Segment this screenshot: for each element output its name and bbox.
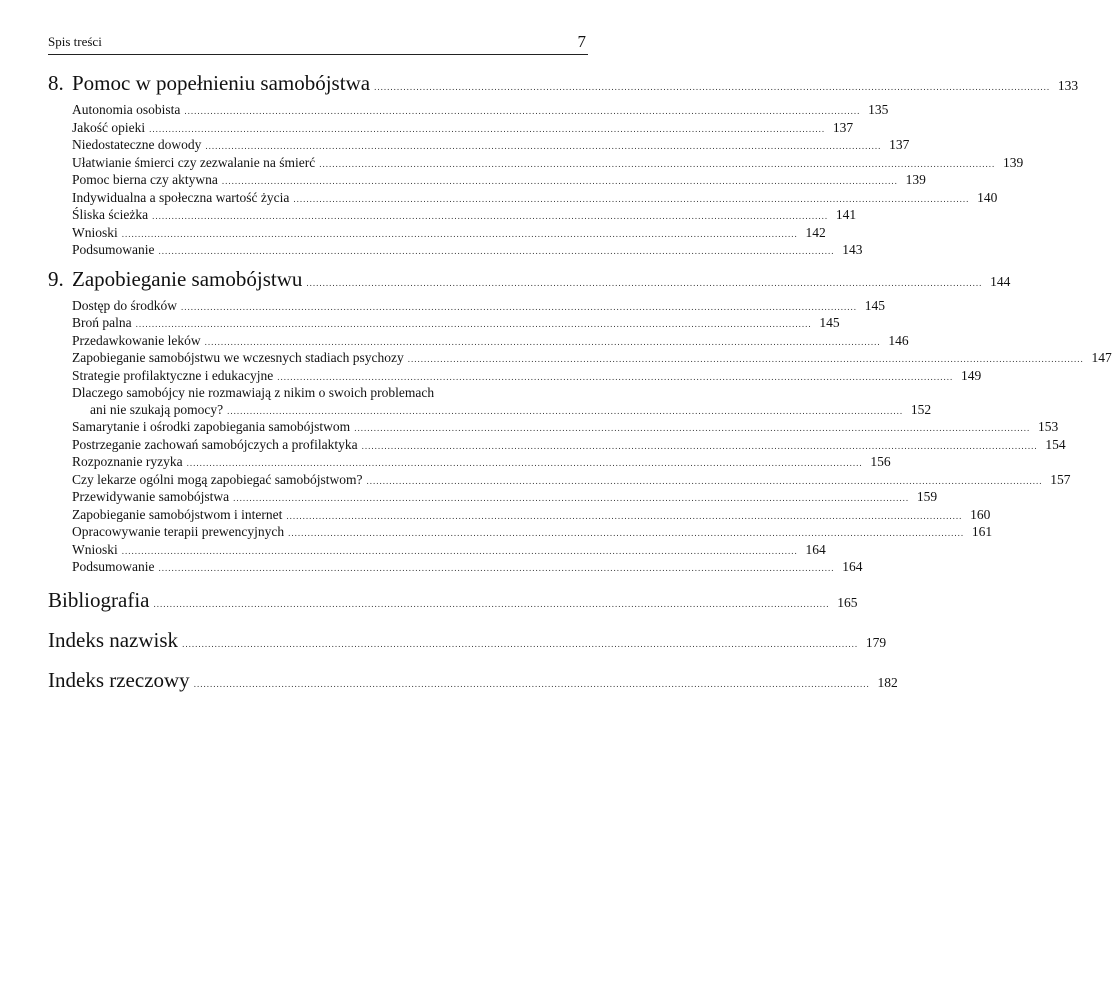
toc-chapter-9 [48,266,1011,296]
toc-subject-index [48,667,898,697]
entry-title: Przedawkowanie leków [72,332,201,348]
toc-entry [72,524,993,542]
entry-title: Podsumowanie [72,559,155,574]
entry-title: Rozpoznanie ryzyka [72,454,183,469]
entry-page-number: 145 [819,315,840,330]
chapter-page-number: 144 [990,273,1011,289]
dot-leader [227,403,903,420]
toc-entry [72,436,1066,455]
chapter-page-number: 133 [1057,78,1079,93]
toc-chapter-8 [48,70,1079,100]
part-title: Bibliografia [48,587,150,612]
toc-entry [72,541,826,560]
dot-leader [222,173,898,190]
dot-leader [153,591,829,617]
dot-leader [122,226,798,243]
entry-title: Strategie profilaktyczne i edukacyjne [72,367,274,383]
dot-leader [408,351,1084,368]
entry-title: Śliska ścieżka [72,207,149,222]
running-head-title: Spis treści [48,34,102,49]
dot-leader [159,243,835,260]
dot-leader [205,334,881,351]
toc-entry [72,137,910,155]
entry-title: Wnioski [72,224,118,240]
dot-leader [149,121,825,138]
entry-page-number: 142 [805,224,826,240]
toc-entry [72,471,1071,490]
dot-leader [159,560,835,577]
entry-page-number: 152 [910,401,932,417]
entry-title: Niedostateczne dowody [72,137,202,152]
table-of-contents [48,70,1112,697]
entry-title: Indywidualna a społeczna wartość życia [72,189,290,205]
entry-title: Zapobieganie samobójstwom i internet [72,506,283,522]
entry-page-number: 146 [888,332,909,348]
entry-page-number: 160 [970,506,991,522]
toc-entry [72,559,863,577]
toc-entry [72,454,891,472]
dot-leader [362,438,1038,455]
toc-entry [72,297,885,316]
entry-title: Broń palna [72,315,132,330]
entry-title: Autonomia osobista [72,102,181,117]
dot-leader [184,103,860,120]
entry-page-number: 164 [805,541,826,557]
part-page-number: 179 [865,634,887,650]
toc-entry [72,506,991,525]
dot-leader [152,208,828,225]
dot-leader [194,671,870,697]
dot-leader [122,543,798,560]
entry-page-number: 156 [870,454,891,469]
entry-page-number: 161 [971,524,993,539]
entry-title: Postrzeganie zachowań samobójczych a profilaktyka [72,436,358,452]
toc-entry [72,385,932,419]
entry-title: Jakość opieki [72,119,146,135]
chapter-title-text: Zapobieganie samobójstwu [72,266,303,291]
toc-entry [72,367,982,386]
toc-entry [72,315,840,333]
toc-entry [72,102,889,120]
entry-title: Dlaczego samobójcy nie rozmawiają z nikim o swoich problemach [72,385,435,400]
dot-leader [286,508,962,525]
toc-bibliography [48,587,858,617]
toc-entry [72,242,863,260]
toc-entry [72,154,1024,173]
entry-page-number: 141 [835,207,857,222]
dot-leader [187,455,863,472]
toc-entry [72,224,826,243]
entry-title: Opracowywanie terapii prewencyjnych [72,524,285,539]
dot-leader [293,191,969,208]
chapter-title-text: Pomoc w popełnieniu samobójstwa [72,71,371,95]
part-page-number: 182 [877,674,898,690]
entry-page-number: 139 [905,172,926,187]
chapter-title [48,70,370,96]
toc-entry [72,332,909,351]
entry-title: Przewidywanie samobójstwa [72,489,230,504]
dot-leader [181,299,857,316]
entry-title: Pomoc bierna czy aktywna [72,172,218,187]
dot-leader [136,316,812,333]
entry-title: Czy lekarze ogólni mogą zapobiegać samobójstwom? [72,471,363,487]
toc-entry [72,119,854,138]
part-page-number: 165 [837,594,858,610]
toc-entry [72,172,926,190]
entry-page-number: 135 [868,102,889,117]
entry-title: Dostęp do środków [72,297,177,313]
dot-leader [374,74,1050,100]
dot-leader [306,270,982,296]
dot-leader [367,473,1043,490]
entry-title-continuation: ani nie szukają pomocy? [90,401,224,417]
page-number: 7 [577,32,586,51]
entry-title: Ułatwianie śmierci czy zezwalanie na śmierć [72,154,316,170]
toc-name-index [48,627,887,657]
dot-leader [182,631,858,657]
entry-title: Podsumowanie [72,242,155,257]
entry-page-number: 140 [977,189,998,205]
entry-page-number: 164 [842,559,863,574]
part-title: Indeks rzeczowy [48,667,190,692]
entry-page-number: 153 [1037,419,1059,434]
dot-leader [319,156,995,173]
entry-page-number: 157 [1050,471,1071,487]
toc-entry [72,419,1059,437]
chapter-title [48,266,302,292]
entry-page-number: 159 [916,489,938,504]
dot-leader [277,369,953,386]
chapter-number: 8. [48,71,64,95]
toc-entry [72,489,938,507]
entry-page-number: 137 [889,137,910,152]
dot-leader [233,490,909,507]
toc-entry [72,350,1112,368]
entry-title: Samarytanie i ośrodki zapobiegania samobójstwom [72,419,351,434]
entry-page-number: 145 [864,297,885,313]
toc-entry [72,207,857,225]
dot-leader [288,525,964,542]
running-head [48,32,588,55]
entry-title: Wnioski [72,541,118,557]
entry-page-number: 149 [961,367,982,383]
dot-leader [205,138,881,155]
entry-page-number: 143 [842,242,863,257]
entry-page-number: 139 [1003,154,1024,170]
part-title: Indeks nazwisk [48,627,179,652]
entry-page-number: 154 [1045,436,1066,452]
entry-page-number: 137 [832,119,854,135]
chapter-number: 9. [48,266,64,291]
dot-leader [354,420,1030,437]
entry-page-number: 147 [1091,350,1112,365]
entry-title: Zapobieganie samobójstwu we wczesnych stadiach psychozy [72,350,404,365]
toc-entry [72,189,998,208]
